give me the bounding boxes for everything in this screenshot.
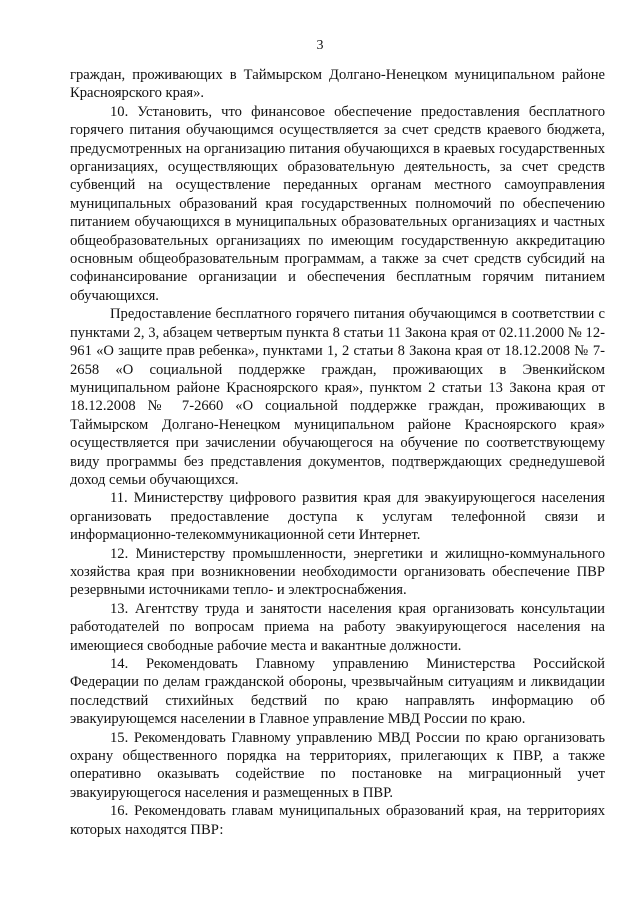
paragraph-item-16: 16. Рекомендовать главам муниципальных образований края, на территориях которых находятся ПВР: — [70, 803, 605, 838]
paragraph-item-14: 14. Рекомендовать Главному управлению Министерства Российской Федерации по делам гражданской обороны, чрезвычайным ситуациям и ликвидации последствий стихийных бедствий по краю направлять информацию об эвакуирующемся населении в Главное управление МВД России по краю. — [70, 656, 605, 728]
paragraph-item-13: 13. Агентству труда и занятости населения края организовать консультации работодателей по вопросам приема на работу эвакуирующегося населения на имеющиеся свободные рабочие места и вакантные должности. — [70, 600, 605, 654]
paragraph-item-12: 12. Министерству промышленности, энергетики и жилищно-коммунального хозяйства края при возникновении необходимости организовать обеспечение ПВР резервными источниками тепло- и электроснабжения. — [70, 545, 605, 599]
paragraph-item-11: 11. Министерству цифрового развития края для эвакуирующегося населения организовать предоставление доступа к услугам телефонной связи и информационно-телекоммуникационной сети Интернет. — [70, 490, 605, 544]
paragraph-item-10: 10. Установить, что финансовое обеспечение предоставления бесплатного горячего питания обучающимся осуществляется за счет средств краевого бюджета, предусмотренных на организацию питания обучающихся в краевых государственных организациях, осуществляющих образовательную деятельность, за счет средств субвенций на осуществление переданных органам местного самоуправления муниципальных образований края государственных полномочий по обеспечению питанием обучающихся в муниципальных образовательных организациях и частных общеобразовательных организациях по имеющим государственную аккредитацию основным общеобразовательным программам, а также за счет средств субсидий на софинансирование организации и обеспечения бесплатным горячим питанием обучающихся. — [70, 103, 605, 304]
document-body — [70, 66, 605, 839]
paragraph-item-15: 15. Рекомендовать Главному управлению МВД России по краю организовать охрану общественного порядка на территориях, прилегающих к ПВР, а также оперативно оказывать содействие по постановке на миграционный учет эвакуирующегося населения и размещенных в ПВР. — [70, 729, 605, 801]
paragraph-continuation: граждан, проживающих в Таймырском Долгано-Ненецком муниципальном районе Красноярского края». — [70, 67, 605, 102]
paragraph-item-10-continued: Предоставление бесплатного горячего питания обучающимся в соответствии с пунктами 2, 3, абзацем четвертым пункта 8 статьи 11 Закона края от 02.11.2000 № 12-961 «О защите прав ребенка», пунктами 1, 2 статьи 8 Закона края от 18.12.2008 № 7-2658 «О социальной поддержке граждан, проживающих в Эвенкийском муниципальном районе Красноярского края», пунктом 2 статьи 13 Закона края от 18.12.2008 № 7-2660 «О социальной поддержке граждан, проживающих в Таймырском Долгано-Ненецком муниципальном районе Красноярского края» осуществляется при зачислении обучающегося на обучение по соответствующему виду программы без представления документов, подтверждающих среднедушевой доход семьи обучающихся. — [70, 306, 605, 488]
page-number: 3 — [316, 38, 324, 53]
